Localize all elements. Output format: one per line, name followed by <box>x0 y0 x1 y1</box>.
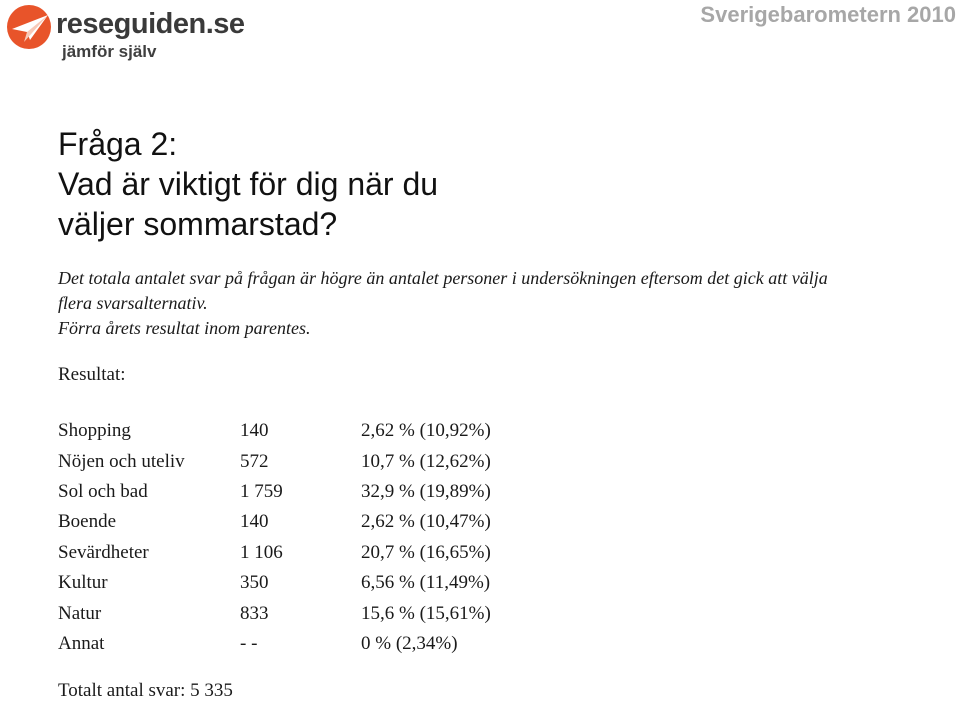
table-row <box>58 446 658 476</box>
table-row <box>58 538 658 568</box>
result-name: Sol och bad <box>58 480 148 502</box>
result-percent: 6,56 % (11,49%) <box>361 572 491 594</box>
result-percent: 0 % (2,34%) <box>361 632 458 654</box>
table-row <box>58 507 658 537</box>
result-percent: 2,62 % (10,92%) <box>361 420 491 442</box>
table-row <box>58 598 658 628</box>
result-name: Annat <box>58 632 105 654</box>
results-label: Resultat: <box>58 364 126 385</box>
table-row <box>58 629 658 659</box>
total-answers: Totalt antal svar: 5 335 <box>58 680 233 701</box>
result-percent: 15,6 % (15,61%) <box>361 602 491 624</box>
results-table <box>58 416 658 659</box>
survey-note <box>58 266 858 341</box>
result-name: Shopping <box>58 420 131 442</box>
result-percent: 10,7 % (12,62%) <box>361 450 491 472</box>
result-percent: 32,9 % (19,89%) <box>361 480 491 502</box>
paper-plane-logo-icon <box>4 2 56 54</box>
result-percent: 20,7 % (16,65%) <box>361 541 491 563</box>
result-percent: 2,62 % (10,47%) <box>361 511 491 533</box>
logo-tagline: jämför själv <box>62 42 157 61</box>
note-previous-year: Förra årets resultat inom parentes. <box>58 318 311 338</box>
reseguiden-logo[interactable] <box>4 2 304 64</box>
table-row <box>58 416 658 446</box>
result-name: Sevärdheter <box>58 541 149 563</box>
result-count: 1 106 <box>240 541 283 563</box>
note-multiple-answers: Det totala antalet svar på frågan är högre än antalet personer i undersökningen eftersom det gick att välja flera svarsalternativ. <box>58 268 828 313</box>
result-count: 350 <box>240 572 269 594</box>
result-name: Natur <box>58 602 102 624</box>
table-row <box>58 568 658 598</box>
result-count: 572 <box>240 450 269 472</box>
result-count: 1 759 <box>240 480 283 502</box>
logo-name: reseguiden.se <box>56 8 245 40</box>
question-heading <box>58 124 578 244</box>
result-name: Kultur <box>58 572 108 594</box>
result-count: - - <box>240 632 258 654</box>
result-count: 833 <box>240 602 269 624</box>
result-count: 140 <box>240 511 269 533</box>
survey-title: Sverigebarometern 2010 <box>700 2 956 27</box>
question-text-line-1: Vad är viktigt för dig när du <box>58 166 439 202</box>
result-count: 140 <box>240 420 269 442</box>
table-row <box>58 477 658 507</box>
question-text-line-2: väljer sommarstad? <box>58 206 338 242</box>
result-name: Boende <box>58 511 117 533</box>
question-number: Fråga 2: <box>58 126 178 162</box>
result-name: Nöjen och uteliv <box>58 450 185 472</box>
